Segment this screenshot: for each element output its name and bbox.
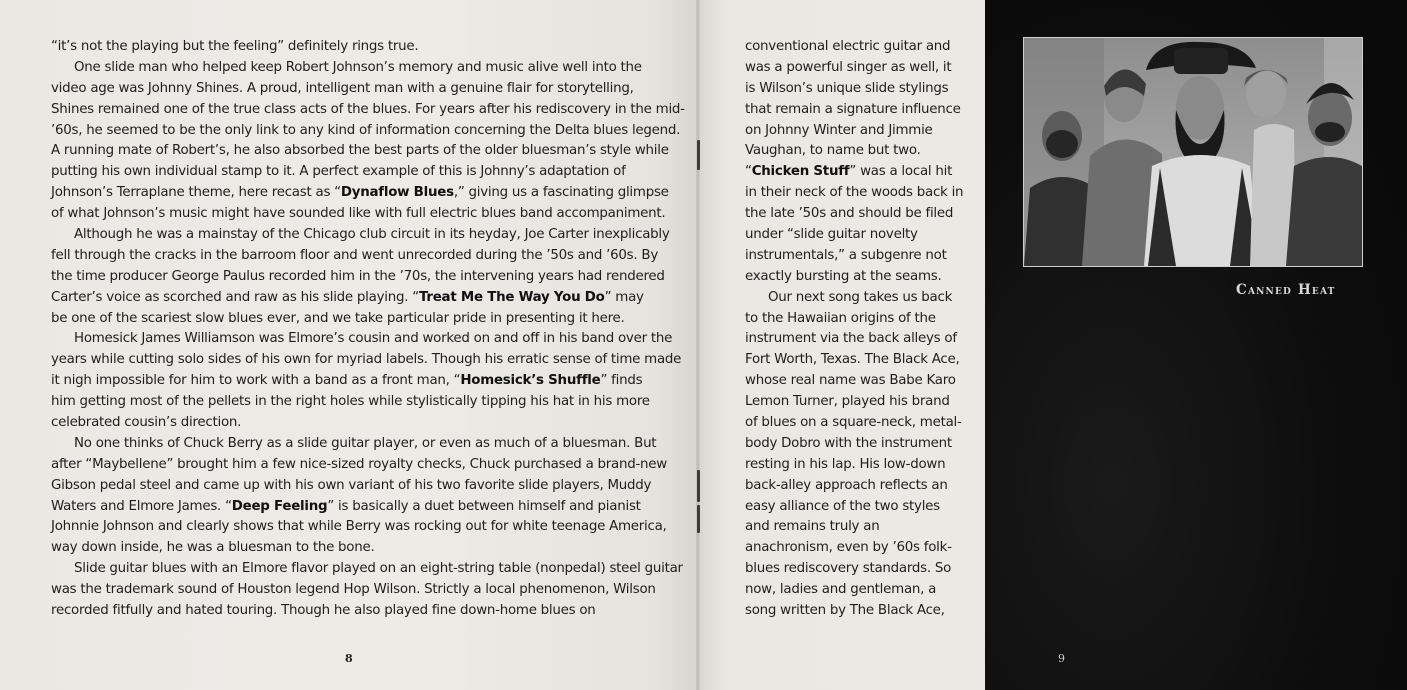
text-segment: back-alley approach reflects an bbox=[745, 477, 948, 493]
text-segment: after “Maybellene” brought him a few nice-sized royalty checks, Chuck purchased a brand-new bbox=[51, 456, 667, 472]
text-line bbox=[745, 434, 963, 455]
band-photo bbox=[1023, 37, 1363, 267]
text-segment: instrumentals,” a subgenre not bbox=[745, 247, 947, 263]
text-line bbox=[745, 309, 963, 330]
text-segment: fell through the cracks in the barroom floor and went unrecorded during the ’50s and ’60s. By bbox=[51, 247, 659, 263]
text-line bbox=[745, 141, 963, 162]
text-segment: video age was Johnny Shines. A proud, intelligent man with a genuine flair for storytelling, bbox=[51, 80, 634, 96]
text-segment: Carter’s voice as scorched and raw as his slide playing. “ bbox=[51, 289, 419, 305]
text-line bbox=[51, 225, 685, 246]
text-segment: it nigh impossible for him to work with a band as a front man, “ bbox=[51, 373, 461, 389]
text-segment: under “slide guitar novelty bbox=[745, 227, 918, 243]
text-line bbox=[51, 350, 685, 371]
text-segment: Our next song takes us back bbox=[768, 289, 953, 305]
text-line bbox=[51, 79, 685, 100]
text-line bbox=[745, 413, 963, 434]
text-segment: that remain a signature influence bbox=[745, 101, 961, 117]
text-line bbox=[745, 371, 963, 392]
text-line bbox=[745, 350, 963, 371]
text-segment: resting in his lap. His low-down bbox=[745, 456, 946, 472]
text-segment: be one of the scariest slow blues ever, and we take particular pride in presenting it here. bbox=[51, 310, 625, 326]
text-segment: “ bbox=[745, 164, 752, 180]
text-line bbox=[745, 162, 963, 183]
text-line bbox=[51, 434, 685, 455]
text-segment: ” was a local hit bbox=[849, 164, 953, 180]
text-segment: of blues on a square-neck, metal- bbox=[745, 415, 962, 431]
staple-bottom bbox=[697, 505, 700, 533]
text-line bbox=[745, 204, 963, 225]
text-segment: to the Hawaiian origins of the bbox=[745, 310, 936, 326]
text-line bbox=[745, 100, 963, 121]
text-line bbox=[51, 288, 685, 309]
text-line bbox=[745, 559, 963, 580]
text-line bbox=[51, 141, 685, 162]
text-line bbox=[745, 455, 963, 476]
text-segment: “it’s not the playing but the feeling” definitely rings true. bbox=[51, 39, 419, 54]
text-segment: whose real name was Babe Karo bbox=[745, 373, 956, 389]
text-line bbox=[745, 497, 963, 518]
text-line bbox=[51, 559, 685, 580]
text-segment: and remains truly an bbox=[745, 519, 880, 535]
text-segment: celebrated cousin’s direction. bbox=[51, 415, 242, 431]
text-line bbox=[745, 288, 963, 309]
staple-middle bbox=[697, 470, 700, 502]
text-segment: body Dobro with the instrument bbox=[745, 435, 952, 451]
text-line bbox=[51, 329, 685, 350]
text-line bbox=[745, 225, 963, 246]
text-segment: blues rediscovery standards. So bbox=[745, 561, 952, 577]
text-segment: in their neck of the woods back in bbox=[745, 185, 964, 201]
text-line bbox=[51, 538, 685, 559]
text-line bbox=[745, 601, 963, 622]
text-segment: Fort Worth, Texas. The Black Ace, bbox=[745, 352, 960, 368]
text-segment: ,” giving us a fascinating glimpse bbox=[453, 185, 669, 201]
text-line bbox=[745, 476, 963, 497]
text-segment: recorded fitfully and hated touring. Though he also played fine down-home blues on bbox=[51, 603, 596, 619]
text-line bbox=[745, 329, 963, 350]
text-segment: Homesick James Williamson was Elmore’s cousin and worked on and off in his band over the bbox=[74, 331, 673, 347]
text-line bbox=[745, 392, 963, 413]
text-line bbox=[51, 455, 685, 476]
text-segment: was a powerful singer as well, it bbox=[745, 59, 952, 75]
text-segment: the late ’50s and should be filed bbox=[745, 206, 954, 222]
text-segment: Gibson pedal steel and came up with his own variant of his two favorite slide players, Muddy bbox=[51, 477, 652, 493]
text-line bbox=[51, 121, 685, 142]
text-segment: One slide man who helped keep Robert Johnson’s memory and music alive well into the bbox=[74, 59, 642, 75]
text-segment: the time producer George Paulus recorded him in the ’70s, the intervening years had rendered bbox=[51, 268, 665, 284]
staple-top bbox=[697, 140, 700, 170]
text-line bbox=[745, 246, 963, 267]
text-line bbox=[51, 476, 685, 497]
photo-caption: Canned Heat bbox=[1236, 282, 1336, 298]
text-line bbox=[51, 413, 685, 434]
page-number-right: 9 bbox=[1058, 652, 1065, 665]
text-segment: Johnson’s Terraplane theme, here recast as “ bbox=[51, 185, 341, 201]
text-line bbox=[51, 601, 685, 622]
song-title: Dynaflow Blues bbox=[340, 185, 454, 201]
text-segment: A running mate of Robert’s, he also absorbed the best parts of the older bluesman’s style while bbox=[51, 143, 669, 159]
text-segment: Although he was a mainstay of the Chicago club circuit in its heyday, Joe Carter inexplicably bbox=[74, 227, 670, 243]
text-segment: ” finds bbox=[600, 373, 643, 389]
text-segment: on Johnny Winter and Jimmie bbox=[745, 122, 933, 138]
text-line bbox=[51, 246, 685, 267]
text-segment: anachronism, even by ’60s folk- bbox=[745, 540, 952, 556]
text-segment: way down inside, he was a bluesman to the bone. bbox=[51, 540, 375, 556]
text-segment: easy alliance of the two styles bbox=[745, 498, 940, 514]
text-segment: Vaughan, to name but two. bbox=[745, 143, 921, 159]
text-line bbox=[745, 183, 963, 204]
text-segment: Shines remained one of the true class acts of the blues. For years after his rediscovery in the mid- bbox=[51, 101, 685, 117]
text-line bbox=[745, 79, 963, 100]
text-segment: is Wilson’s unique slide stylings bbox=[745, 80, 949, 96]
song-title: Chicken Stuff bbox=[751, 164, 850, 180]
song-title: Deep Feeling bbox=[231, 498, 328, 514]
text-line bbox=[745, 538, 963, 559]
text-segment: him getting most of the pellets in the right holes while stylistically tipping his hat in his more bbox=[51, 394, 650, 410]
text-segment: was the trademark sound of Houston legend Hop Wilson. Strictly a local phenomenon, Wilson bbox=[51, 582, 656, 598]
text-line bbox=[51, 100, 685, 121]
band-photo-image bbox=[1024, 38, 1362, 266]
text-line bbox=[745, 517, 963, 538]
text-segment: Lemon Turner, played his brand bbox=[745, 394, 950, 410]
text-line bbox=[51, 371, 685, 392]
text-segment: now, ladies and gentleman, a bbox=[745, 582, 937, 598]
text-segment: years while cutting solo sides of his own for myriad labels. Though his erratic sense of time made bbox=[51, 352, 682, 368]
text-line bbox=[745, 580, 963, 601]
text-line bbox=[51, 497, 685, 518]
text-segment: Waters and Elmore James. “ bbox=[51, 498, 232, 514]
text-segment: No one thinks of Chuck Berry as a slide guitar player, or even as much of a bluesman. But bbox=[74, 435, 657, 451]
text-line bbox=[51, 37, 685, 58]
text-line bbox=[745, 267, 963, 288]
text-line bbox=[51, 309, 685, 330]
text-line bbox=[51, 58, 685, 79]
text-segment: conventional electric guitar and bbox=[745, 39, 951, 54]
text-line bbox=[51, 517, 685, 538]
text-segment: exactly bursting at the seams. bbox=[745, 268, 942, 284]
text-segment: instrument via the back alleys of bbox=[745, 331, 957, 347]
text-segment: of what Johnson’s music might have sounded like with full electric blues band accompaniment. bbox=[51, 206, 666, 222]
text-line bbox=[745, 121, 963, 142]
text-line bbox=[51, 204, 685, 225]
text-line bbox=[51, 183, 685, 204]
text-segment: song written by The Black Ace, bbox=[745, 603, 945, 619]
song-title: Homesick’s Shuffle bbox=[460, 373, 601, 389]
text-segment: ” may bbox=[604, 289, 644, 305]
right-body-text bbox=[745, 37, 963, 622]
left-body-text bbox=[51, 37, 685, 622]
book-gutter bbox=[696, 0, 700, 690]
song-title: Treat Me The Way You Do bbox=[418, 289, 605, 305]
text-line bbox=[51, 392, 685, 413]
text-line bbox=[51, 267, 685, 288]
text-line bbox=[745, 58, 963, 79]
text-line bbox=[51, 580, 685, 601]
page-number-left: 8 bbox=[345, 652, 353, 665]
text-segment: Johnnie Johnson and clearly shows that while Berry was rocking out for white teenage America, bbox=[51, 519, 667, 535]
text-segment: Slide guitar blues with an Elmore flavor played on an eight-string table (nonpedal) steel guitar bbox=[74, 561, 683, 577]
text-segment: ’60s, he seemed to be the only link to any kind of information concerning the Delta blues legend. bbox=[51, 122, 681, 138]
text-line bbox=[745, 37, 963, 58]
text-line bbox=[51, 162, 685, 183]
text-segment: ” is basically a duet between himself and pianist bbox=[327, 498, 641, 514]
text-segment: putting his own individual stamp to it. A perfect example of this is Johnny’s adaptation of bbox=[51, 164, 626, 180]
